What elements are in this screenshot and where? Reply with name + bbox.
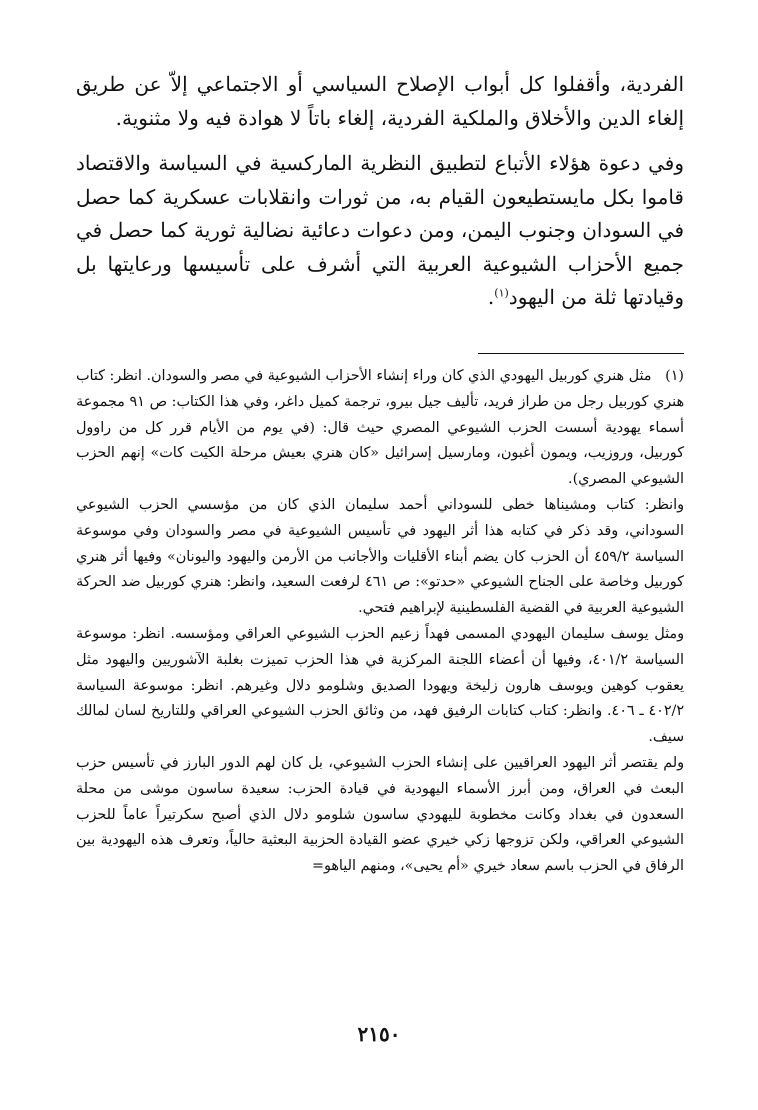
main-paragraph-2-text: وفي دعوة هؤلاء الأتباع لتطبيق النظرية الماركسية في السياسة والاقتصاد قاموا بكل مايستطيعون القيام به، من ثورات وانقلابات عسكرية كما حصل في السودان وجنوب اليمن، ومن دعوات دعائية نضالية ثورية كما حصل في جميع الأحزاب الشيوعية العربية التي أشرف على تأسيسها ورعايتها بل وقيادتها ثلة من اليهود [76,151,684,309]
footnote-paragraph-3: ومثل يوسف سليمان اليهودي المسمى فهداً زعيم الحزب الشيوعي العراقي ومؤسسه. انظر: موسوعة السياسة ٤٠١/٢، وفيها أن أعضاء اللجنة المركزية في هذا الحزب تميزت بغلبة الآشوريين واليهود مثل يعقوب كوهين ويوسف هارون زليخة ويهودا الصديق وشلومو دلال وغيرهم. انظر: موسوعة السياسة ٤٠٢/٢ ـ ٤٠٦. وانظر: كتاب كتابات الرفيق فهد، من وثائق الحزب الشيوعي العراقي وللتاريخ لسان لمالك سيف. [76,625,685,746]
footnote-1 [76,364,684,493]
footnote-1-text: مثل هنري كوربيل اليهودي الذي كان وراء إنشاء الأحزاب الشيوعية في مصر والسودان. انظر: كتاب هنري كوربيل رجل من طراز فريد، تأليف جيل بيرو، ترجمة كميل داغر، وفي هذا الكتاب: ص ٩١ مجموعة أسماء يهودية أسست الحزب الشيوعي المصري حيث قال: (في يوم من الأيام قرر كل من راوول كوربيل، وروزيب، ويمون أغبون، ومارسيل إسرائيل «كان هنري بعيش مرحلة الكيت كات» إنهم الحزب الشيوعي المصري). [76,368,684,488]
main-paragraph-1-text: الفردية، وأقفلوا كل أبواب الإصلاح السياسي أو الاجتماعي إلاّ عن طريق إلغاء الدين والأخلاق والملكية الفردية، إلغاء باتاً لا هوادة فيه ولا مثنوية. [76,72,684,130]
main-paragraph-2 [76,147,684,315]
footnote-separator [478,353,684,354]
page-number: ٢١٥٠ [357,1022,401,1046]
footnote-paragraph-4: ولم يقتصر أثر اليهود العراقيين على إنشاء الحزب الشيوعي، بل كان لهم الدور البارز في تأسيس حزب البعث في العراق، ومن أبرز الأسماء اليهودية في قيادة الحزب: سعيدة ساسون موشى من محلة السعدون في بغداد وكانت مخطوبة لليهودي ساسون شلومو دلال الذي أصبح سكرتيراً عاماً للحزب الشيوعي العراقي، ولكن تزوجها زكي خيري عضو القيادة الحزبية البعثية حالياً، وتعرف هذه اليهودية بين الرفاق في الحزب باسم سعاد خيري «أم يحيى»، ومنهم الياهو= [76,754,684,875]
main-paragraph-2-end: . [487,285,495,309]
main-text [76,68,684,315]
footnotes [76,364,684,880]
footnote-number: (١) [665,368,684,384]
footnote-marker: (١) [494,286,509,300]
main-paragraph-1 [76,68,684,135]
footnote-paragraph-2: وانظر: كتاب ومشيناها خطى للسوداني أحمد سليمان الذي كان من مؤسسي الحزب الشيوعي السوداني، وقد ذكر في كتابه هذا أثر اليهود في تأسيس الشيوعية في مصر والسودان وفي موسوعة السياسة ٤٥٩/٢ أن الحزب كان يضم أبناء الأقليات والأجانب من الأرمن واليهود واليونان» وفيها أثر هنري كوربيل وخاصة على الجناح الشيوعي «حدتو»: ص ٤٦١ لرفعت السعيد، وانظر: هنري كوربيل ضد الحركة الشيوعية العربية في القضية الفلسطينية لإبراهيم فتحي. [76,496,684,617]
